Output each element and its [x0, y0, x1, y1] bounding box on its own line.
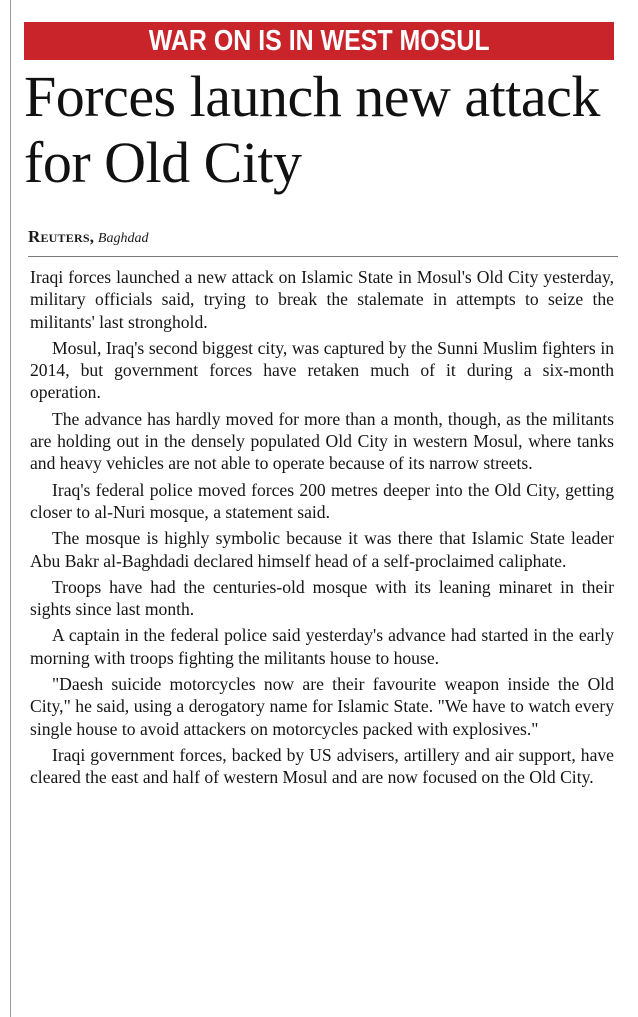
paragraph: Iraqi forces launched a new attack on Islamic State in Mosul's Old City yesterday, military officials said, trying to break the stalemate in attempts to seize the militants' last stronghold. — [30, 267, 614, 332]
section-kicker — [24, 22, 614, 60]
paragraph: "Daesh suicide motorcycles now are their favourite weapon inside the Old City," he said, using a derogatory name for Islamic State. "We have to watch every single house to avoid attackers on motorcycles packed with explosives." — [30, 674, 614, 739]
byline — [28, 228, 148, 248]
article-body — [30, 266, 614, 793]
paragraph: Troops have had the centuries-old mosque with its leaning minaret in their sights since last month. — [30, 576, 614, 620]
byline-agency: Reuters, — [28, 227, 95, 246]
headline: Forces launch new attack for Old City — [24, 64, 600, 195]
paragraph: The mosque is highly symbolic because it was there that Islamic State leader Abu Bakr al-Baghdadi declared himself head of a self-proclaimed caliphate. — [30, 528, 614, 571]
paragraph: Iraq's federal police moved forces 200 metres deeper into the Old City, getting closer to al-Nuri mosque, a statement said. — [30, 479, 614, 522]
paragraph: Mosul, Iraq's second biggest city, was captured by the Sunni Muslim fighters in 2014, but government forces have retaken much of it during a six-month operation. — [30, 337, 614, 403]
byline-place: Baghdad — [97, 231, 149, 246]
kicker-text: WAR ON IS IN WEST MOSUL — [148, 25, 490, 57]
paragraph: The advance has hardly moved for more than a month, though, as the militants are holding out in the densely populated Old City in western Mosul, where tanks and heavy vehicles are not able to operate because of its narrow streets. — [30, 408, 614, 474]
paragraph: Iraqi government forces, backed by US advisers, artillery and air support, have cleared the east and half of western Mosul and are now focused on the Old City. — [30, 744, 614, 788]
byline-divider — [28, 256, 618, 257]
paragraph: A captain in the federal police said yesterday's advance had started in the early morning with troops fighting the militants house to house. — [30, 625, 614, 668]
